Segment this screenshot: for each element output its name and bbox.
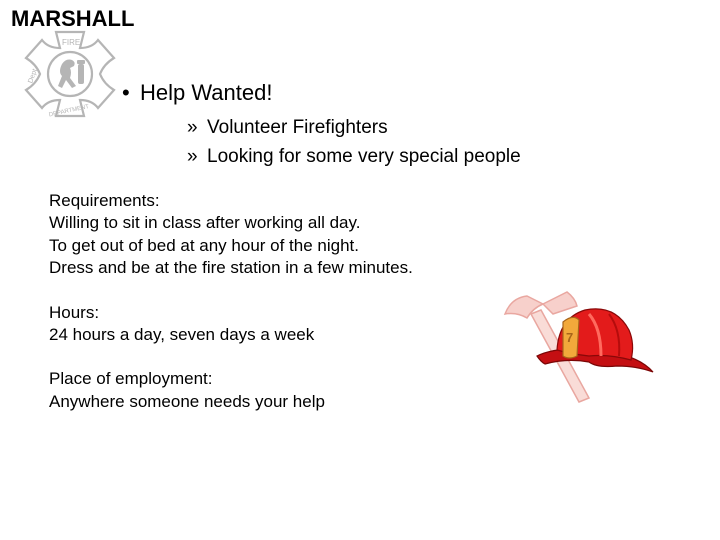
place-heading: Place of employment: (49, 369, 213, 389)
details-block (49, 190, 413, 413)
requirement-line: Dress and be at the fire station in a few minutes. (49, 258, 413, 278)
sub-bullet-item (187, 113, 521, 142)
brand-title: MARSHALL (11, 6, 135, 31)
logo-text-top: FIRE (62, 38, 81, 47)
requirement-line: Willing to sit in class after working all day. (49, 213, 361, 233)
place-line: Anywhere someone needs your help (49, 391, 325, 411)
hours-line: 24 hours a day, seven days a week (49, 325, 315, 345)
sub-bullet-marker: » (187, 117, 198, 138)
sub-bullet-list (187, 113, 521, 171)
hours-heading: Hours: (49, 302, 100, 322)
bullet-dot: • (122, 80, 130, 105)
logo-text-bottom: DEPARTMENT (48, 104, 90, 119)
fire-department-badge-icon (22, 28, 118, 120)
sub-bullet-item (187, 142, 521, 171)
sub-bullet-text: Looking for some very special people (207, 146, 521, 167)
main-bullet-text: Help Wanted! (140, 80, 273, 105)
requirement-line: To get out of bed at any hour of the night. (49, 235, 360, 255)
requirements-heading: Requirements: (49, 191, 160, 210)
main-bullet (122, 80, 272, 106)
sub-bullet-marker: » (187, 146, 198, 167)
sub-bullet-text: Volunteer Firefighters (207, 117, 388, 138)
firefighter-helmet-and-axe-icon (497, 284, 657, 404)
logo-text-left: Dept. (27, 66, 40, 85)
helmet-badge-number: 7 (566, 330, 574, 345)
